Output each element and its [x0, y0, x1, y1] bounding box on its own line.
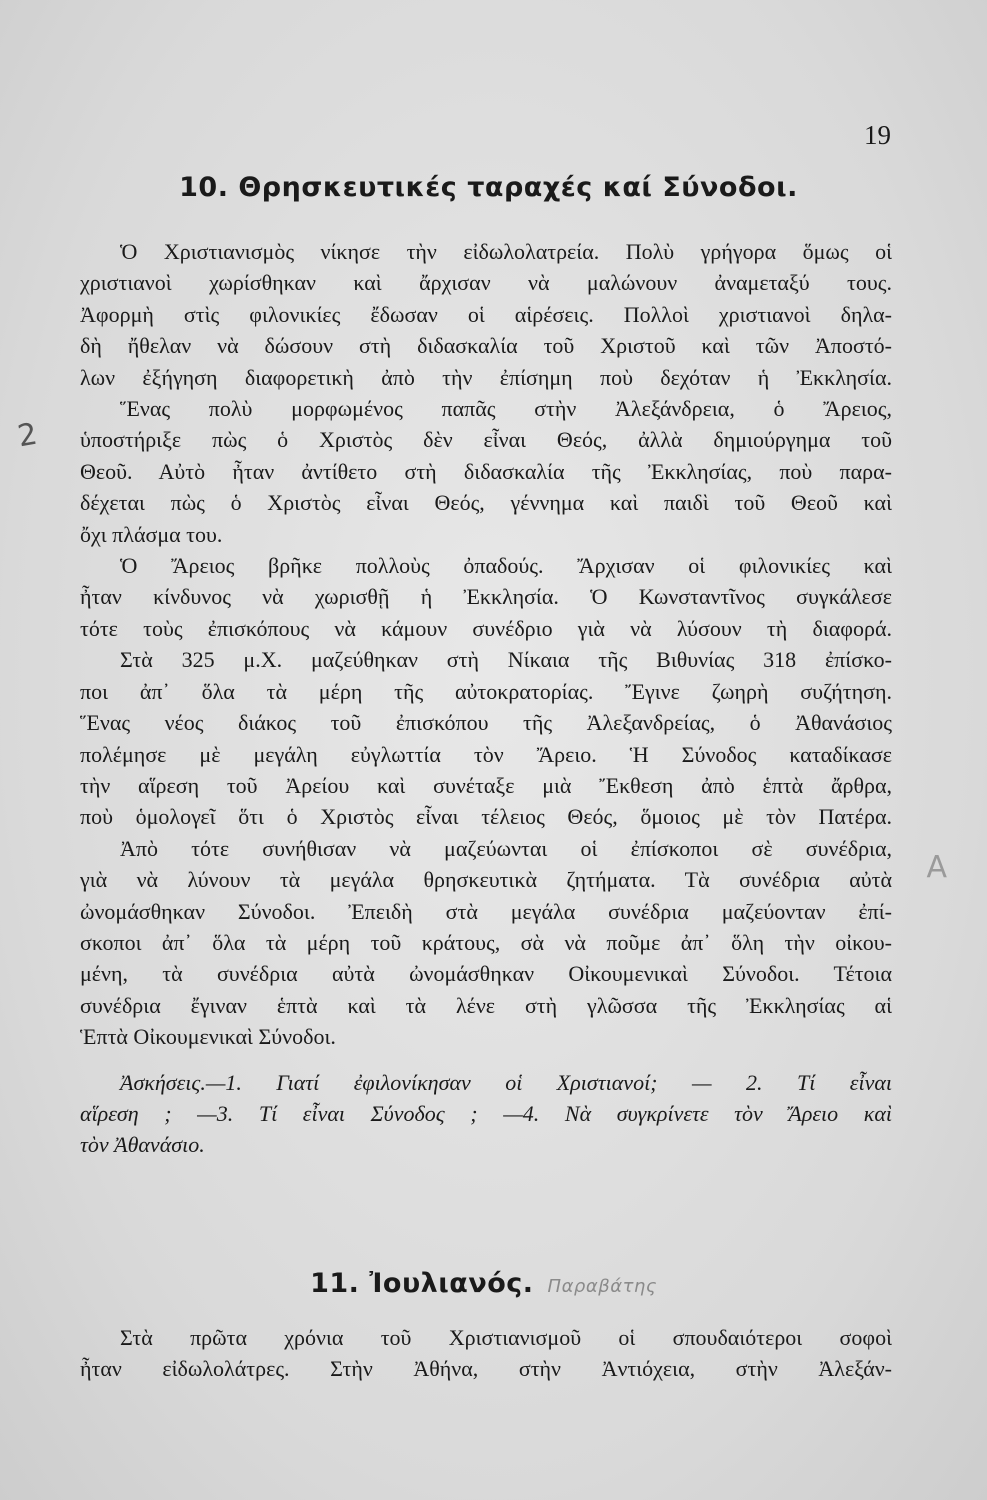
text-line: Θεοῦ. Αὐτὸ ἦταν ἀντίθετο στὴ διδασκαλία τῆς Ἐκκλησίας, ποὺ παρα- — [80, 458, 892, 484]
text-line: ὑποστήριξε πὼς ὁ Χριστὸς δὲν εἶναι Θεός, ἀλλὰ δημιούργημα τοῦ — [80, 427, 892, 453]
text-line: Στὰ 325 μ.Χ. μαζεύθηκαν στὴ Νίκαια τῆς Βιθυνίας 318 ἐπίσκο- — [120, 647, 892, 673]
text-line: τότε τοὺς ἐπισκόπους νὰ κάμουν συνέδριο γιὰ νὰ λύσουν τὴ διαφορά. — [80, 615, 892, 641]
text-line: συνέδρια ἔγιναν ἑπτὰ καὶ τὰ λένε στὴ γλῶσσα τῆς Ἐκκλησίας αἱ — [80, 992, 892, 1018]
text-line: λων ἐξήγηση διαφορετικὴ ἀπὸ τὴν ἐπίσημη ποὺ δεχόταν ἡ Ἐκκλησία. — [80, 364, 892, 390]
section-10-heading: 10. Θρησκευτικές ταραχές καί Σύνοδοι. — [179, 172, 798, 203]
exercise-line: Ἀσκήσεις.—1. Γιατί ἐφιλονίκησαν οἱ Χριστιανοί; — 2. Τί εἶναι — [120, 1069, 892, 1095]
page-number: 19 — [864, 120, 891, 150]
text-line: ἦταν κίνδυνος νὰ χωρισθῇ ἡ Ἐκκλησία. Ὁ Κωνσταντῖνος συγκάλεσε — [80, 584, 892, 610]
section-11-heading — [0, 1268, 977, 1299]
exercise-line: αἵρεση ; —3. Τί εἶναι Σύνοδος ; —4. Νὰ συγκρίνετε τὸν Ἄρειο καὶ — [80, 1100, 892, 1126]
handwritten-note: Παραβάτης — [547, 1276, 657, 1297]
text-line: Ἕνας πολὺ μορφωμένος παπᾶς στὴν Ἀλεξάνδρεια, ὁ Ἄρειος, — [120, 396, 892, 422]
text-line: ποὺ ὁμολογεῖ ὅτι ὁ Χριστὸς εἶναι τέλειος Θεός, ὅμοιος μὲ τὸν Πατέρα. — [80, 804, 892, 830]
text-line: Ὁ Χριστιανισμὸς νίκησε τὴν εἰδωλολατρεία. Πολὺ γρήγορα ὅμως οἱ — [120, 239, 892, 264]
text-line: Ἑπτὰ Οἰκουμενικαὶ Σύνοδοι. — [80, 1024, 336, 1050]
handwritten-margin-mark-right: A — [926, 850, 947, 885]
text-line: μένη, τὰ συνέδρια αὐτὰ ὠνομάσθηκαν Οἰκουμενικαὶ Σύνοδοι. Τέτοια — [80, 961, 892, 987]
handwritten-margin-mark: 2 — [15, 416, 40, 455]
text-line: χριστιανοὶ χωρίσθηκαν καὶ ἄρχισαν νὰ μαλώνουν ἀναμεταξύ τους. — [80, 270, 892, 296]
text-line: ποι ἀπ᾽ ὅλα τὰ μέρη τῆς αὐτοκρατορίας. Ἔγινε ζωηρὴ συζήτηση. — [80, 678, 892, 704]
text-line: δὴ ἤθελαν νὰ δώσουν στὴ διδασκαλία τοῦ Χριστοῦ καὶ τῶν Ἀποστό- — [80, 333, 892, 359]
text-line: Ὁ Ἄρειος βρῆκε πολλοὺς ὀπαδούς. Ἄρχισαν οἱ φιλονικίες καὶ — [120, 553, 892, 579]
text-line: ἦταν εἰδωλολάτρες. Στὴν Ἀθήνα, στὴν Ἀντιόχεια, στὴν Ἀλεξάν- — [80, 1356, 892, 1382]
text-line: σκοποι ἀπ᾽ ὅλα τὰ μέρη τοῦ κράτους, σὰ νὰ ποῦμε ἀπ᾽ ὅλη τὴν οἰκου- — [80, 929, 892, 955]
text-line: τὴν αἵρεση τοῦ Ἀρείου καὶ συνέταξε μιὰ Ἔκθεση ἀπὸ ἑπτὰ ἄρθρα, — [80, 772, 892, 798]
text-line: ὄχι πλάσμα του. — [80, 521, 223, 547]
text-line: Ἀφορμὴ στὶς φιλονικίες ἔδωσαν οἱ αἱρέσεις. Πολλοὶ χριστιανοὶ δηλα- — [80, 301, 892, 327]
text-line: ὠνομάσθηκαν Σύνοδοι. Ἐπειδὴ στὰ μεγάλα συνέδρια μαζεύονταν ἐπί- — [80, 898, 892, 924]
text-line: Ἕνας νέος διάκος τοῦ ἐπισκόπου τῆς Ἀλεξανδρείας, ὁ Ἀθανάσιος — [80, 710, 892, 736]
section-11-body — [80, 1322, 892, 1385]
text-line: Στὰ πρῶτα χρόνια τοῦ Χριστιανισμοῦ οἱ σπουδαιότεροι σοφοὶ — [120, 1325, 892, 1350]
text-line: δέχεται πὼς ὁ Χριστὸς εἶναι Θεός, γέννημα καὶ παιδὶ τοῦ Θεοῦ καὶ — [80, 490, 892, 516]
section-10-body — [80, 236, 892, 1161]
text-line: Ἀπὸ τότε συνήθισαν νὰ μαζεύωνται οἱ ἐπίσκοποι σὲ συνέδρια, — [120, 835, 892, 861]
section-11-title: 11. Ἰουλιανός. — [310, 1268, 534, 1299]
exercise-line: τὸν Ἀθανάσιο. — [80, 1132, 205, 1158]
text-line: γιὰ νὰ λύνουν τὰ μεγάλα θρησκευτικὰ ζητήματα. Τὰ συνέδρια αὐτὰ — [80, 867, 892, 893]
text-line: πολέμησε μὲ μεγάλη εὐγλωττία τὸν Ἄρειο. Ἡ Σύνοδος καταδίκασε — [80, 741, 892, 767]
